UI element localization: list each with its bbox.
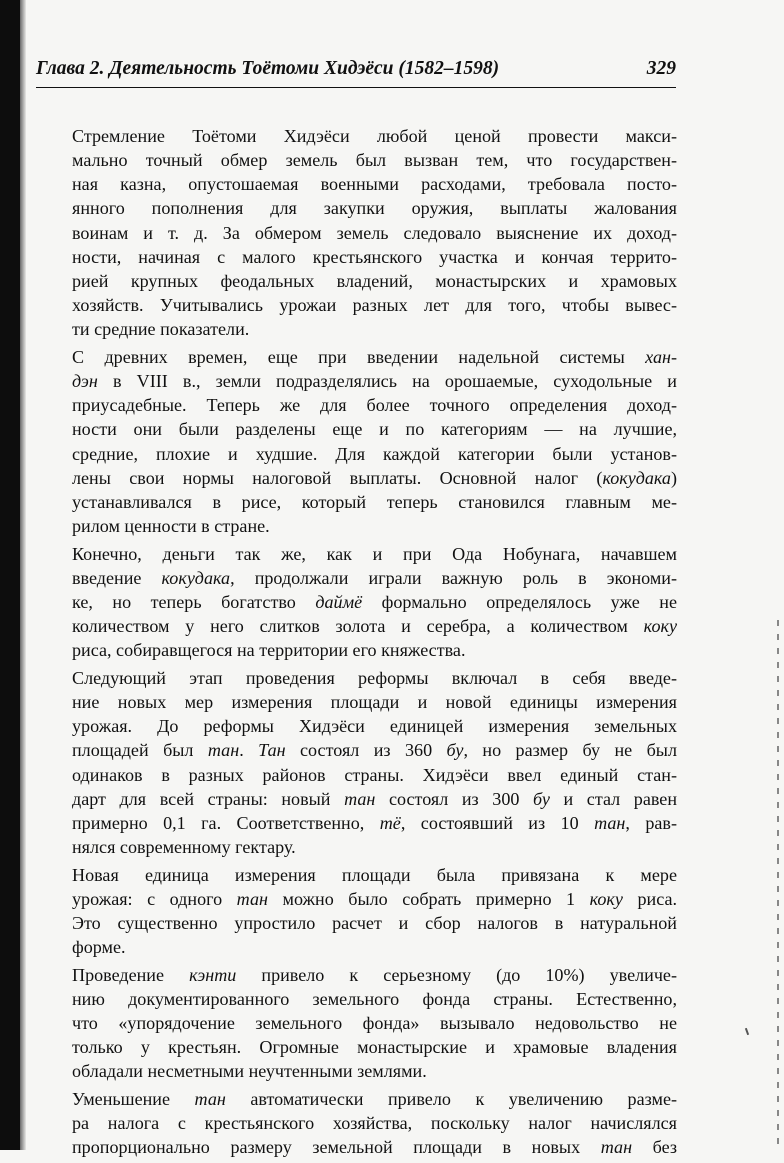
text-run: ) <box>670 467 677 488</box>
italic-term: тё <box>379 812 401 833</box>
text-line <box>34 148 677 172</box>
italic-term: коку <box>643 616 677 637</box>
text-run: , продолжали играли важную роль в экономи- <box>230 567 677 588</box>
header-rule <box>36 87 676 88</box>
text-run: янного пополнения для закупки оружия, выплаты жалования <box>72 198 677 219</box>
text-run: , но размер бу не был <box>463 740 677 761</box>
text-line <box>34 690 677 714</box>
text-run: ра налога с крестьянского хозяйства, поскольку налог начислялся <box>72 1113 677 1134</box>
running-head <box>36 58 676 86</box>
text-run: введение <box>72 567 162 588</box>
text-line <box>34 1059 677 1083</box>
italic-term: бу <box>533 788 550 809</box>
text-line <box>34 490 677 514</box>
text-run: формально определялось уже не <box>362 591 677 612</box>
text-run: лены свои нормы налоговой выплаты. Основной налог ( <box>72 467 603 488</box>
text-line <box>34 714 677 738</box>
text-line <box>34 172 677 196</box>
text-line <box>34 738 677 762</box>
text-line <box>34 935 677 959</box>
text-run: ти средние показатели. <box>72 319 250 340</box>
text-line <box>34 442 677 466</box>
text-run: ности они были разделены еще и по категориям — на лучшие, <box>72 419 677 440</box>
text-run: рией крупных феодальных владений, монастырских и храмовых <box>72 270 677 291</box>
text-line <box>34 417 677 441</box>
text-line <box>34 221 677 245</box>
paragraph <box>34 963 677 1084</box>
text-run: состоял из 360 <box>285 740 447 761</box>
text-run: Это существенно упростило расчет и сбор налогов в натуральной <box>72 913 677 933</box>
text-run: Проведение <box>72 964 190 985</box>
chapter-title: Глава 2. Деятельность Тоётоми Хидэёси (1582–1598) <box>36 58 500 79</box>
italic-term: кокудака <box>161 567 231 588</box>
book-spine-shadow <box>0 0 20 1150</box>
italic-term: Тан <box>258 740 286 761</box>
text-run: обладали несметными неучтенными землями. <box>72 1061 427 1082</box>
text-run: форме. <box>72 937 126 958</box>
text-run: ке, но теперь богатство <box>72 591 316 612</box>
text-run: приусадебные. Теперь же для более точного определения доход- <box>72 395 677 416</box>
text-line <box>34 369 677 393</box>
text-run: только у крестьян. Огромные монастырские и храмовые владения <box>72 1037 677 1058</box>
text-run: устанавливался в рисе, который теперь становился главным ме- <box>72 491 677 512</box>
text-line <box>34 293 677 317</box>
text-line <box>34 245 677 269</box>
text-run: урожая: с одного <box>72 888 237 909</box>
italic-term: кэнти <box>189 964 237 985</box>
text-run: , состоявший из 10 <box>400 812 595 833</box>
text-line <box>34 987 677 1011</box>
text-run: что «упорядочение земельного фонда» вызывало недовольство не <box>72 1013 677 1034</box>
paragraph <box>34 542 677 663</box>
text-run: Уменьшение <box>72 1089 195 1110</box>
italic-term: дэн <box>72 371 98 392</box>
text-line <box>34 863 677 887</box>
text-run: дарт для всей страны: новый <box>72 788 345 809</box>
text-line <box>34 590 677 614</box>
page-number: 329 <box>646 58 676 79</box>
page-edge-mark <box>777 620 779 1150</box>
scan-speck <box>745 1028 749 1035</box>
text-line <box>34 269 677 293</box>
text-line <box>34 911 677 935</box>
text-run: хозяйств. Учитывались урожаи разных лет для того, чтобы вывес- <box>72 295 677 316</box>
text-run: ности, начиная с малого крестьянского участка и кончая террито- <box>72 246 677 267</box>
italic-term: тан <box>207 740 240 761</box>
paragraph <box>34 124 677 341</box>
text-line <box>34 666 677 690</box>
text-run: нию документированного земельного фонда страны. Естественно, <box>72 988 677 1009</box>
text-line <box>34 638 677 662</box>
text-line <box>34 1087 677 1111</box>
text-line <box>34 835 677 859</box>
text-line <box>34 393 677 417</box>
text-run: мально точный обмер земель был вызван тем, что государствен- <box>72 150 677 171</box>
text-run: состоял из 300 <box>375 788 534 809</box>
text-line <box>34 196 677 220</box>
text-line <box>34 1011 677 1035</box>
text-line <box>34 763 677 787</box>
text-run: нялся современному гектару. <box>72 837 296 858</box>
text-run: Новая единица измерения площади была привязана к мере <box>72 864 677 885</box>
text-line <box>34 1111 677 1135</box>
paragraph <box>34 1087 677 1159</box>
italic-term: тан <box>344 788 376 809</box>
italic-term: кокудака <box>602 467 671 488</box>
text-run: рилом ценности в стране. <box>72 516 270 536</box>
text-line <box>34 1135 677 1159</box>
text-run: ная казна, опустошаемая военными расходами, требовала посто- <box>72 174 677 195</box>
text-run: количеством у него слитков золота и серебра, а количеством <box>72 616 644 637</box>
italic-term: тан <box>194 1089 226 1110</box>
italic-term: тан <box>236 888 268 909</box>
text-line <box>34 514 677 538</box>
binding-gradient <box>20 0 26 1150</box>
text-run: , рав- <box>625 812 677 833</box>
paragraph <box>34 345 677 538</box>
text-line <box>34 542 677 566</box>
text-line <box>34 614 677 638</box>
italic-term: хан- <box>645 346 677 367</box>
text-run: урожая. До реформы Хидэёси единицей измерения земельных <box>72 716 677 737</box>
text-line <box>34 1035 677 1059</box>
text-line <box>34 963 677 987</box>
text-line <box>34 811 677 835</box>
text-run: одинаков в разных районов страны. Хидэёси ввел единый стан- <box>72 764 677 785</box>
body-text <box>34 124 677 1163</box>
text-run: воинам и т. д. За обмером земель следовало выяснение их доход- <box>72 222 677 243</box>
text-run: средние, плохие и худшие. Для каждой категории были установ- <box>72 443 677 464</box>
paragraph <box>34 863 677 960</box>
text-run: риса, собиравщегося на территории его княжества. <box>72 640 466 661</box>
text-line <box>34 317 677 341</box>
text-line <box>34 345 677 369</box>
text-line <box>34 787 677 811</box>
text-run: и стал равен <box>549 788 677 809</box>
italic-term: даймё <box>315 591 363 612</box>
text-run: привело к серьезному (до 10%) увеличе- <box>236 964 677 985</box>
text-run: в VIII в., земли подразделялись на орошаемые, суходольные и <box>97 371 677 392</box>
text-run: без <box>632 1137 678 1158</box>
text-run: Стремление Тоётоми Хидэёси любой ценой провести макси- <box>72 126 677 146</box>
text-line <box>34 566 677 590</box>
text-run: . <box>239 740 259 761</box>
text-run: пропорционально размеру земельной площади в новых <box>72 1137 601 1158</box>
paragraph <box>34 666 677 859</box>
text-run: Конечно, деньги так же, как и при Ода Нобунага, начавшем <box>72 543 677 564</box>
italic-term: коку <box>589 888 623 909</box>
text-run: ние новых мер измерения площади и новой единицы измерения <box>72 692 677 713</box>
text-run: Следующий этап проведения реформы включал в себя введе- <box>72 667 677 688</box>
italic-term: тан <box>600 1137 633 1158</box>
text-run: можно было собрать примерно 1 <box>267 888 590 909</box>
text-run: риса. <box>622 888 677 909</box>
italic-term: тан <box>594 812 626 833</box>
text-run: С древних времен, еще при введении надельной системы <box>72 346 646 367</box>
text-run: площадей был <box>72 740 208 761</box>
text-run: автоматически привело к увеличению разме- <box>225 1089 677 1110</box>
text-run: примерно 0,1 га. Соответственно, <box>72 812 380 833</box>
italic-term: бу <box>446 740 464 761</box>
text-line <box>34 124 677 148</box>
text-line <box>34 887 677 911</box>
text-line <box>34 466 677 490</box>
